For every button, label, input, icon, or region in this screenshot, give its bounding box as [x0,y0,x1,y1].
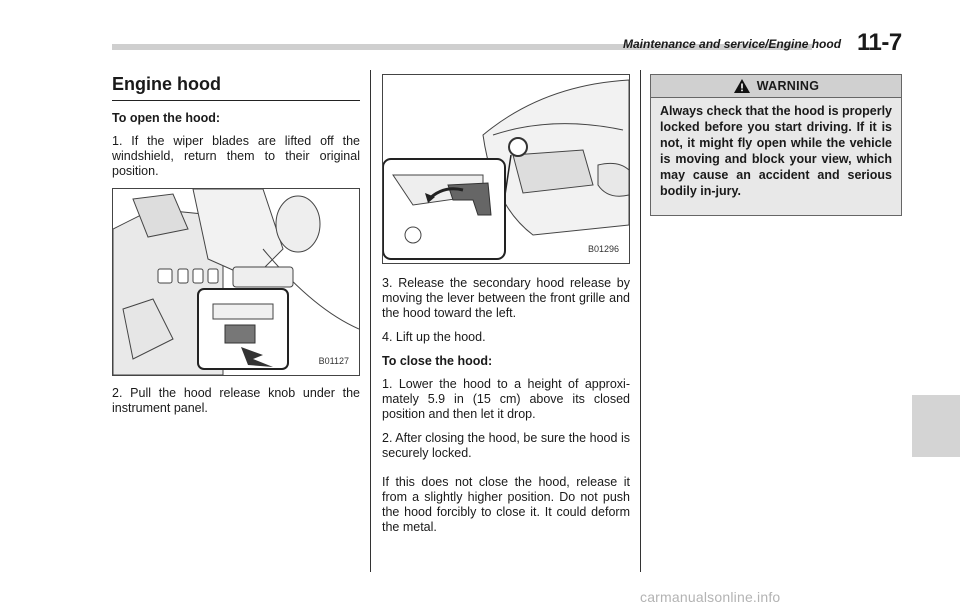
footer-watermark: carmanualsonline.info [640,589,781,605]
page-number: 11-7 [857,29,902,56]
open-step-1: 1. If the wiper blades are lifted off the windshield, return them to their original position. [112,134,360,178]
figure-code: B01127 [318,356,349,366]
figure-hood-release-knob [112,188,360,376]
close-note: If this does not close the hood, release it from a slightly higher position. Do not push the hood forcibly to close it. It could deform the metal. [382,475,630,534]
close-step-2: 2. After closing the hood, be sure the hood is securely locked. [382,431,630,460]
car-front-illustration [383,75,629,263]
warning-text: Always check that the hood is properly locked before you start driving. If it is not, it might fly open while the vehicle is moving and block your view, which may cause an accident and serious bodily in-jury. [660,104,893,198]
warning-header [651,75,901,98]
column-divider-right [640,70,641,572]
subheading-close-hood: To close the hood: [382,354,493,368]
left-column [112,74,360,425]
figure-secondary-release [382,74,630,264]
warning-box [650,74,902,216]
warning-triangle-icon [733,78,751,94]
dashboard-illustration [113,189,359,375]
open-step-2: 2. Pull the hood release knob under the instrument panel. [112,386,360,415]
column-divider-left [370,70,371,572]
section-heading: Engine hood [112,74,360,101]
header-section-title: Maintenance and service/Engine hood [623,37,842,51]
subheading-open-hood: To open the hood: [112,111,221,125]
figure-code: B01296 [587,244,619,254]
middle-column [382,74,630,544]
close-step-1: 1. Lower the hood to a height of approxi-mately 5.9 in (15 cm) above its closed position and then let it drop. [382,377,630,421]
warning-title: WARNING [756,79,820,93]
open-step-4: 4. Lift up the hood. [382,330,486,344]
chapter-side-tab [912,395,960,457]
open-step-3: 3. Release the secondary hood release by moving the lever between the front grille and the hood toward the left. [382,276,630,320]
